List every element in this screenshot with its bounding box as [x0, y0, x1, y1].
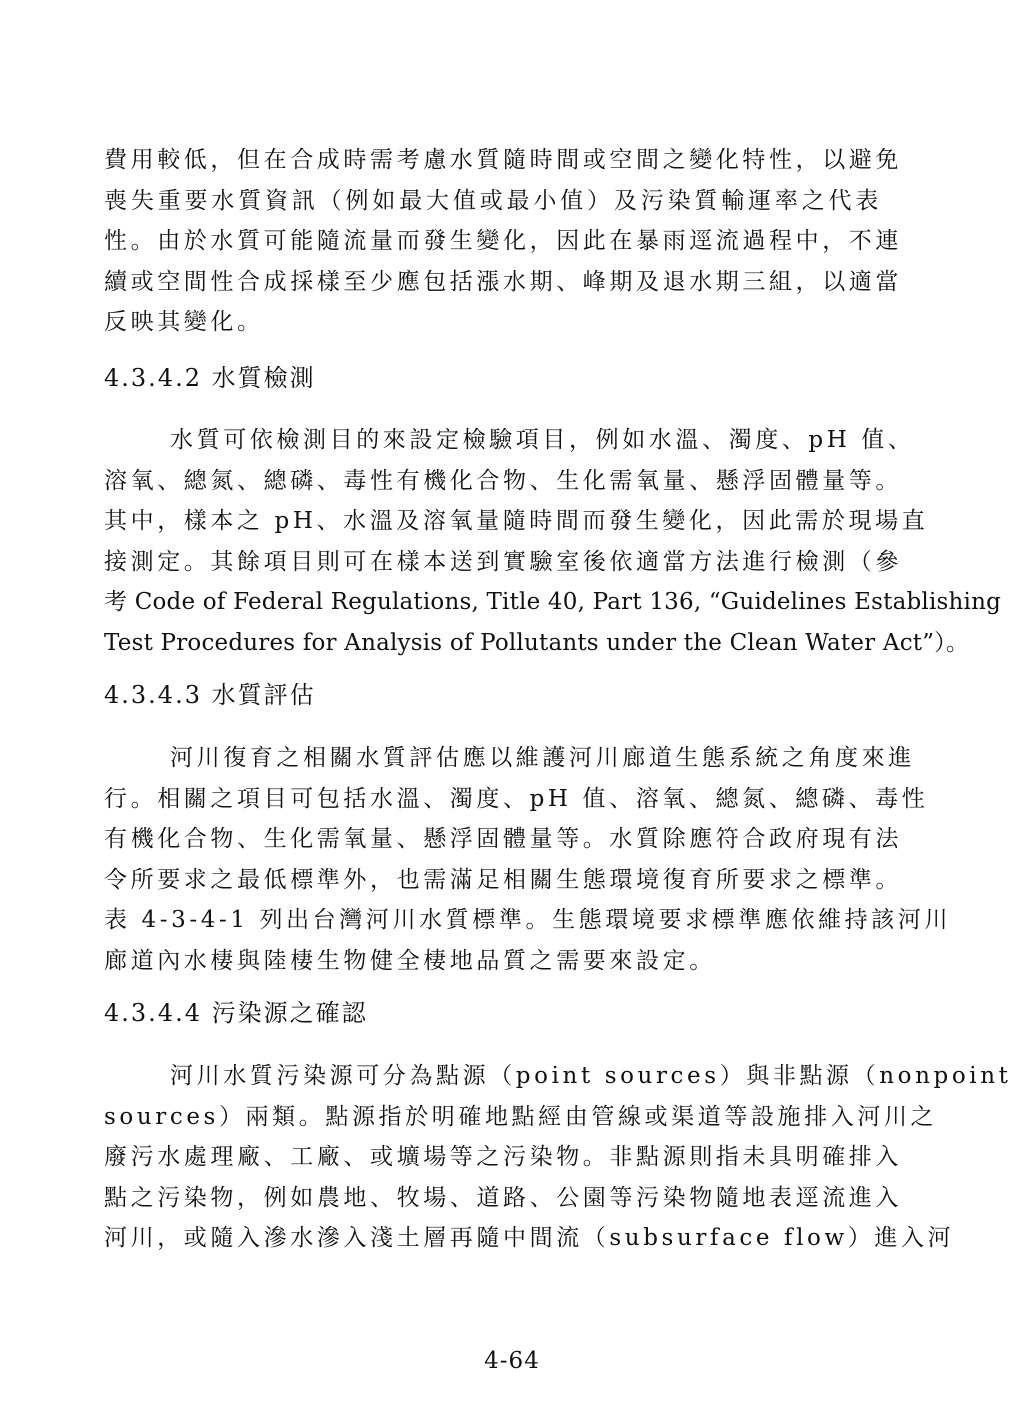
paragraph-line: 喪失重要水質資訊（例如最大值或最小值）及污染質輸運率之代表 — [104, 187, 882, 214]
paragraph-line: 反映其變化。 — [104, 309, 264, 336]
paragraph-line: 河川水質污染源可分為點源（point sources）與非點源（nonpoint — [170, 1063, 1012, 1089]
paragraph-line: 考 Code of Federal Regulations, Title 40, Part 136, “Guidelines Establishing — [104, 589, 1002, 616]
paragraph-line: 河川復育之相關水質評估應以維護河川廊道生態系統之角度來進 — [170, 745, 915, 771]
paragraph-line: 其中，樣本之 pH、水溫及溶氧量隨時間而發生變化，因此需於現場直 — [104, 508, 929, 535]
paragraph-line: 水質可依檢測目的來設定檢驗項目，例如水溫、濁度、pH 值、 — [170, 427, 915, 453]
paragraph-line: 費用較低，但在合成時需考慮水質隨時間或空間之變化特性，以避免 — [104, 147, 902, 173]
paragraph-line: Test Procedures for Analysis of Pollutants under the Clean Water Act”）。 — [104, 629, 970, 656]
paragraph-line: 河川，或隨入滲水滲入淺土層再隨中間流（subsurface flow）進入河 — [104, 1225, 955, 1252]
section-heading-4-3-4-4: 4.3.4.4 污染源之確認 — [104, 999, 368, 1027]
section-heading-4-3-4-2: 4.3.4.2 水質檢測 — [104, 364, 316, 392]
paragraph-line: 廊道內水棲與陸棲生物健全棲地品質之需要來設定。 — [104, 947, 716, 974]
paragraph-line: 點之污染物，例如農地、牧場、道路、公園等污染物隨地表逕流進入 — [104, 1184, 902, 1211]
page-number: 4-64 — [484, 1348, 540, 1374]
paragraph-line: 溶氧、總氮、總磷、毒性有機化合物、生化需氧量、懸浮固體量等。 — [104, 467, 902, 494]
section-4-3-4-3-body — [104, 738, 952, 982]
section-4-3-4-4-body — [104, 1056, 1012, 1259]
paragraph-line: 接測定。其餘項目則可在樣本送到實驗室後依適當方法進行檢測（參 — [104, 548, 902, 575]
paragraph-line: 廢污水處理廠、工廠、或壙場等之污染物。非點源則指未具明確排入 — [104, 1144, 902, 1171]
paragraph-line: 性。由於水質可能隨流量而發生變化，因此在暴雨逕流過程中，不連 — [104, 228, 902, 255]
paragraph-line: 有機化合物、生化需氧量、懸浮固體量等。水質除應符合政府現有法 — [104, 826, 902, 853]
paragraph-line: 續或空間性合成採樣至少應包括漲水期、峰期及退水期三組，以適當 — [104, 268, 902, 295]
paragraph-line: sources）兩類。點源指於明確地點經由管線或渠道等設施排入河川之 — [104, 1103, 938, 1130]
paragraph-line: 行。相關之項目可包括水溫、濁度、pH 值、溶氧、總氮、總磷、毒性 — [104, 785, 929, 812]
paragraph-line: 表 4-3-4-1 列出台灣河川水質標準。生態環境要求標準應依維持該河川 — [104, 907, 952, 934]
paragraph-line: 令所要求之最低標準外，也需滿足相關生態環境復育所要求之標準。 — [104, 866, 902, 893]
section-4-3-4-2-body — [104, 420, 1002, 664]
paragraph-continued — [104, 140, 902, 343]
section-heading-4-3-4-3: 4.3.4.3 水質評估 — [104, 681, 316, 709]
